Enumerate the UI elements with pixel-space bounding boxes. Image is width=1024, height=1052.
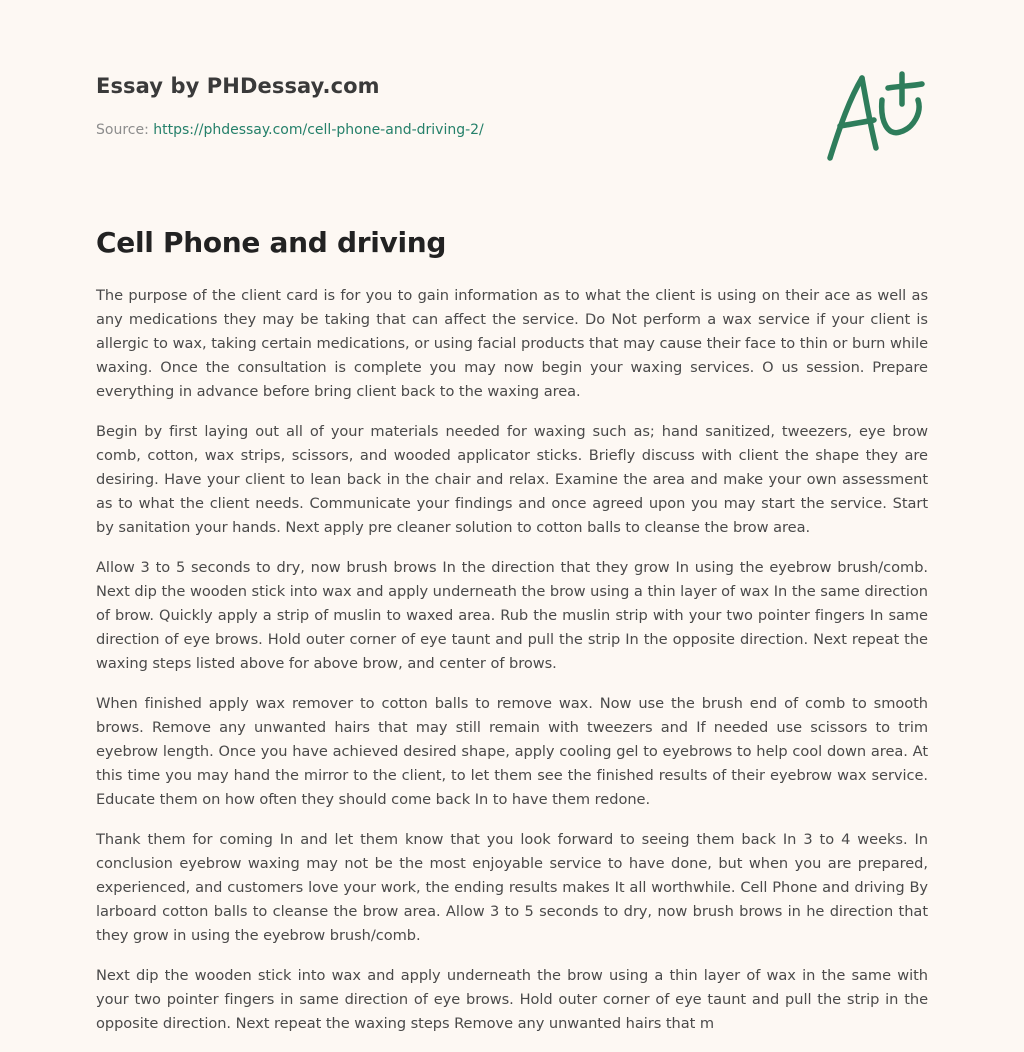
source-label: Source: <box>96 122 149 138</box>
paragraph: Allow 3 to 5 seconds to dry, now brush brows In the direction that they grow In using the eyebrow brush/comb. Next dip the wooden stick into wax and apply underneath the brow using a thin layer of wax In the same direction of brow. Quickly apply a strip of muslin to waxed area. Rub the muslin strip with your two pointer fingers In same direction of eye brows. Hold outer corner of eye taunt and pull the strip In the opposite direction. Next repeat the waxing steps listed above for above brow, and center of brows. <box>96 559 928 672</box>
paragraph: The purpose of the client card is for you to gain information as to what the client is using on their ace as well as any medications they may be taking that can affect the service. Do Not perform a wax service if your client is allergic to wax, taking certain medications, or using facial products that may cause their face to thin or burn while waxing. Once the consultation is complete you may now begin your waxing services. O us session. Prepare everything in advance before bring client back to the waxing area. <box>96 287 928 400</box>
paragraph: Begin by first laying out all of your materials needed for waxing such as; hand sanitized, tweezers, eye brow comb, cotton, wax strips, scissors, and wooded applicator sticks. Briefly discuss with client the shape they are desiring. Have your client to lean back in the chair and relax. Examine the area and make your own assessment as to what the client needs. Communicate your findings and once agreed upon you may start the service. Start by sanitation your hands. Next apply pre cleaner solution to cotton balls to cleanse the brow area. <box>96 423 928 536</box>
source-link[interactable]: https://phdessay.com/cell-phone-and-driving-2/ <box>153 122 484 138</box>
essay-body <box>96 284 928 1052</box>
a-plus-grade-icon <box>818 66 928 166</box>
paragraph: Thank them for coming In and let them know that you look forward to seeing them back In 3 to 4 weeks. In conclusion eyebrow waxing may not be the most enjoyable service to have done, but when you are prepared, experienced, and customers love your work, the ending results makes It all worthwhile. Cell Phone and driving By larboard cotton balls to cleanse the brow area. Allow 3 to 5 seconds to dry, now brush brows in he direction that they grow in using the eyebrow brush/comb. <box>96 831 928 944</box>
paragraph: When finished apply wax remover to cotton balls to remove wax. Now use the brush end of comb to smooth brows. Remove any unwanted hairs that may still remain with tweezers and If needed use scissors to trim eyebrow length. Once you have achieved desired shape, apply cooling gel to eyebrows to help cool down area. At this time you may hand the mirror to the client, to let them see the finished results of their eyebrow wax service. Educate them on how often they should come back In to have them redone. <box>96 695 928 808</box>
essay-title: Cell Phone and driving <box>96 226 447 259</box>
brand-title: Essay by PHDessay.com <box>96 74 380 98</box>
page-header <box>96 74 796 138</box>
source-line <box>96 122 796 138</box>
paragraph: Next dip the wooden stick into wax and apply underneath the brow using a thin layer of wax in the same with your two pointer fingers in same direction of eye brows. Hold outer corner of eye taunt and pull the strip in the opposite direction. Next repeat the waxing steps Remove any unwanted hairs that m <box>96 967 928 1032</box>
